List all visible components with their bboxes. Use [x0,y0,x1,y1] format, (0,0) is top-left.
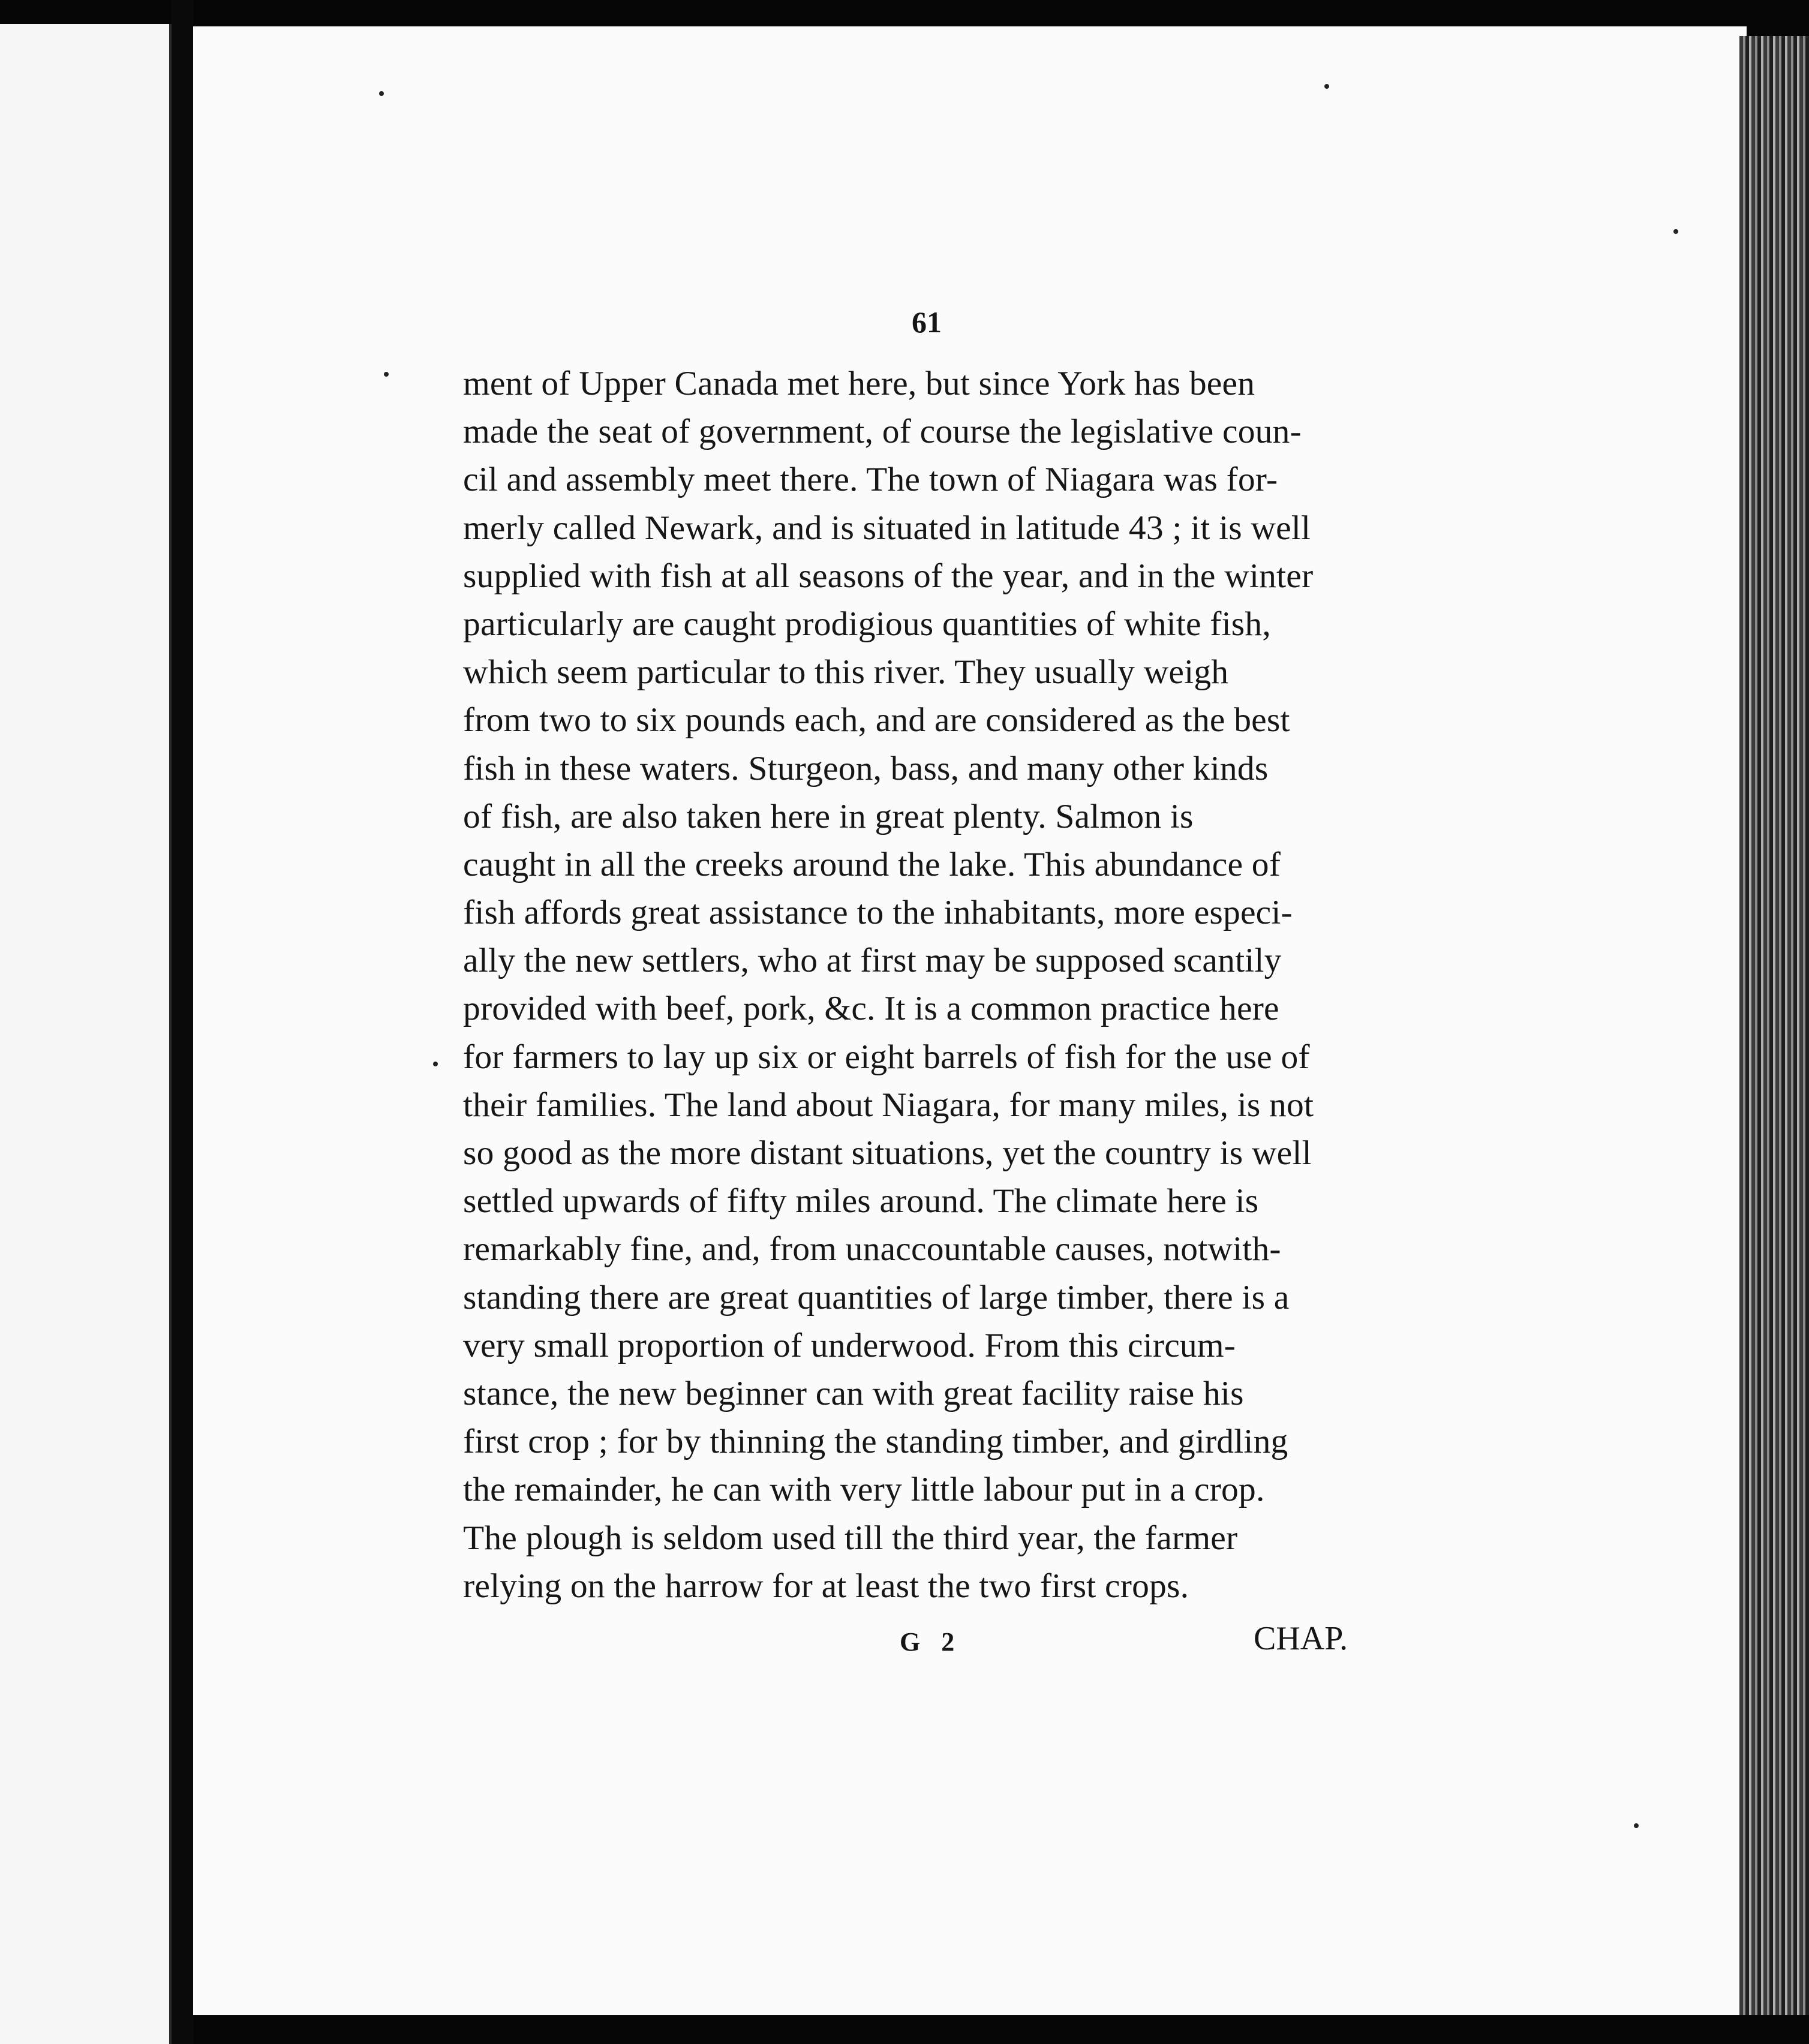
text-line: made the seat of government, of course the legislative coun- [463,413,1302,451]
text-line: fish in these waters. Sturgeon, bass, and many other kinds [463,749,1269,787]
signature-mark: G 2 [900,1627,962,1657]
text-line: cil and assembly meet there. The town of Niagara was for- [463,461,1278,499]
book-gutter [172,0,193,2044]
text-line: standing there are great quantities of large timber, there is a [463,1278,1290,1316]
ink-speck [1324,84,1329,89]
text-line: settled upwards of fifty miles around. The climate here is [463,1182,1259,1221]
text-line: remarkably fine, and, from unaccountable causes, notwith- [463,1230,1281,1269]
text-line: The plough is seldom used till the third year, the farmer [463,1519,1238,1557]
catchword: CHAP. [1254,1620,1348,1657]
ink-speck [433,1062,438,1066]
text-line: ally the new settlers, who at first may be supposed scantily [463,942,1282,980]
ink-speck [379,91,384,96]
text-line: very small proportion of underwood. From this circum- [463,1326,1236,1364]
text-line: stance, the new beginner can with great facility raise his [463,1374,1244,1412]
facing-page-edge [0,24,172,2044]
ink-speck [384,372,389,377]
text-line: relying on the harrow for at least the two first crops. [463,1567,1189,1605]
text-line: ment of Upper Canada met here, but since York has been [463,365,1255,402]
page-number: 61 [912,305,942,339]
text-line: fish affords great assistance to the inhabitants, more especi- [463,894,1293,932]
text-line: so good as the more distant situations, yet the country is well [463,1134,1312,1172]
text-line: for farmers to lay up six or eight barrels of fish for the use of [463,1038,1310,1076]
ink-speck [1634,1823,1639,1828]
text-line: supplied with fish at all seasons of the year, and in the winter [463,557,1314,595]
page-stack-edge [1739,36,1809,2015]
text-line: particularly are caught prodigious quantities of white fish, [463,605,1271,643]
text-line: which seem particular to this river. They usually weigh [463,653,1229,692]
text-line: caught in all the creeks around the lake. This abundance of [463,845,1281,883]
ink-speck [1673,229,1678,234]
text-line: their families. The land about Niagara, for many miles, is not [463,1086,1314,1124]
text-line: of fish, are also taken here in great plenty. Salmon is [463,797,1194,835]
text-line: from two to six pounds each, and are considered as the best [463,701,1290,740]
text-line: merly called Newark, and is situated in latitude 43 ; it is well [463,509,1311,547]
text-line: the remainder, he can with very little labour put in a crop. [463,1471,1265,1509]
text-line: first crop ; for by thinning the standing timber, and girdling [463,1423,1288,1461]
body-text [463,360,1375,1610]
text-line: provided with beef, pork, &c. It is a common practice here [463,990,1279,1028]
